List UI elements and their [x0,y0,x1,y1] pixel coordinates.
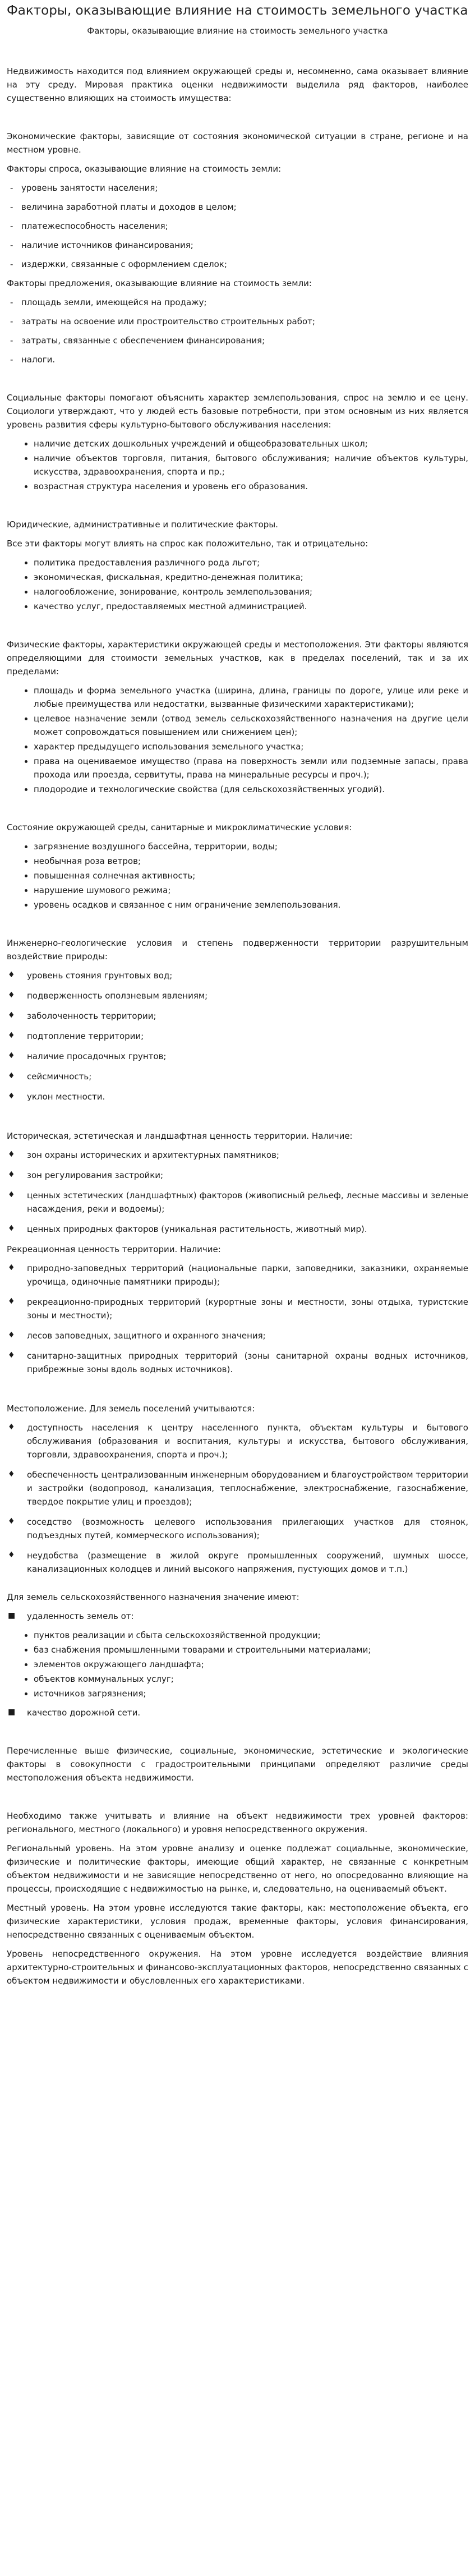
list-item: - уровень занятости населения; [7,181,468,195]
physical-list [7,684,468,796]
list-item: • повышенная солнечная активность; [34,869,468,882]
list-item: ♦ рекреационно-природных территорий (курортные зоны и местности, зоны отдыха, туристские зоны и местности); [7,1295,468,1322]
list-item: • политика предоставления различного рода льгот; [34,556,468,569]
location-list [7,1421,468,1576]
immediate-level: Уровень непосредственного окружения. На этом уровне исследуется воздействие влияния архитектурно-строительных и финансово-эксплуатационных факторов, непосредственно связанных с объектом недвижимости и обусловленных его характеристиками. [7,1949,468,1986]
geology-intro: Инженерно-геологические условия и степень подверженности территории разрушительным воздействие природы: [7,938,468,962]
recreation-list [7,1262,468,1376]
list-item: • налогообложение, зонирование, контроль землепользования; [34,585,468,599]
list-item: ♦ зон охраны исторических и архитектурных памятников; [7,1148,468,1162]
list-item: ♦ ценных природных факторов (уникальная растительность, животный мир). [7,1222,468,1236]
list-item: • качество услуг, предоставляемых местной администрацией. [34,600,468,613]
list-item: ♦ доступность населения к центру населенного пункта, объектам культуры и бытового обслуживания (образования и воспитания, культуры и искусства, бытового обслуживания, торговли, здравоохранения, спорта и проч.); [7,1421,468,1461]
list-item: • элементов окружающего ландшафта; [34,1658,468,1671]
page-title: Факторы, оказывающие влияние на стоимость земельного участка [7,3,468,18]
list-item: ♦ уклон местности. [7,1090,468,1103]
list-item: ♦ заболоченность территории; [7,1009,468,1023]
list-item: • экономическая, фискальная, кредитно-денежная политика; [34,571,468,584]
list-item: - платежеспособность населения; [7,219,468,233]
regional-level: Региональный уровень. На этом уровне анализу и оценке подлежат социальные, экономические, физические и политические факторы, имеющие общий характер, не связанные с конкретным объектом недвижимости и не зависящие непосредственно от него, но опосредованно влияющие на процессы, происходящие с недвижимостью на рынке, и, следовательно, на оцениваемый объект. [7,1843,468,1894]
location-intro: Местоположение. Для земель поселений учитываются: [7,1404,255,1414]
economic-intro: Экономические факторы, зависящие от состояния экономической ситуации в стране, регионе и на местном уровне. [7,131,468,155]
agri-list [7,1609,468,1623]
list-item: • наличие детских дошкольных учреждений и общеобразовательных школ; [34,437,468,450]
geology-list [7,969,468,1103]
social-list [7,437,468,493]
physical-intro: Физические факторы, характеристики окружающей среды и местоположения. Эти факторы являются определяющими для стоимости земельных участков, как в пределах поселений, так и за их пределами: [7,640,468,677]
list-item: - налоги. [7,353,468,366]
agri-last-list [7,1706,468,1719]
list-item: • площадь и форма земельного участка (ширина, длина, границы по дороге, улице или реке и любые преимущества или недостатки, вызванные физическими характеристиками); [34,684,468,711]
legal-heading: Юридические, административные и политические факторы. [7,519,278,530]
list-item: ♦ санитарно-защитных природных территорий (зоны санитарной охраны водных источников, прибрежные зоны вдоль водных источников). [7,1349,468,1376]
list-item: ♦ неудобства (размещение в жилой округе промышленных сооружений, шумных шоссе, канализационных колодцев и линий высокого напряжения, пустующих домов и т.п.) [7,1549,468,1576]
list-item: ■ качество дорожной сети. [7,1706,468,1719]
list-item: - площадь земли, имеющейся на продажу; [7,296,468,309]
list-item: ■ удаленность земель от: [7,1609,468,1623]
list-item: • необычная роза ветров; [34,854,468,868]
list-item: • источников загрязнения; [34,1687,468,1700]
list-item: ♦ соседство (возможность целевого использования прилегающих участков для стоянок, подъездных путей, коммерческого использования); [7,1515,468,1542]
list-item: - наличие источников финансирования; [7,238,468,252]
social-intro: Социальные факторы помогают объяснить характер землепользования, спрос на землю и ее цену. Социологи утверждают, что у людей есть базовые потребности, при этом основным из них является уровень развития сферы культурно-бытового обслуживания населения: [7,393,468,430]
list-item: • права на оцениваемое имущество (права на поверхность земли или подземные запасы, права прохода или проезда, сервитуты, права на минеральные ресурсы и проч.); [34,755,468,781]
list-item: - издержки, связанные с оформлением сделок; [7,257,468,271]
list-item: • уровень осадков и связанное с ним ограничение землепользования. [34,898,468,912]
demand-list [7,181,468,271]
list-item: - затраты на освоение или простроительство строительных работ; [7,315,468,328]
list-item: • пунктов реализации и сбыта сельскохозяйственной продукции; [34,1629,468,1642]
heritage-list [7,1148,468,1236]
list-item: ♦ природно-заповедных территорий (национальные парки, заповедники, заказники, охраняемые урочища, одиночные памятники природы); [7,1262,468,1289]
list-item: ♦ подверженность оползневым явлениям; [7,989,468,1002]
agri-sub-list [7,1629,468,1700]
supply-list [7,296,468,366]
list-item: • характер предыдущего использования земельного участка; [34,740,468,753]
conclusion-paragraph: Перечисленные выше физические, социальные, экономические, эстетические и экологические факторы в совокупности с градостроительными принципами определяют различие среды местоположения объекта недвижимости. [7,1746,468,1783]
legal-intro: Все эти факторы могут влиять на спрос как положительно, так и отрицательно: [7,539,368,549]
heritage-intro: Историческая, эстетическая и ландшафтная ценность территории. Наличие: [7,1131,353,1142]
list-item: ♦ подтопление территории; [7,1029,468,1043]
list-item: ♦ обеспеченность централизованным инженерным оборудованием и благоустройством территории и застройки (водопровод, канализация, теплоснабжение, электроснабжение, газоснабжение, твердое покрытие улиц и проездов); [7,1468,468,1508]
list-item: • плодородие и технологические свойства (для сельскохозяйственных угодий). [34,783,468,796]
environment-list [7,840,468,912]
agri-intro: Для земель сельскохозяйственного назначения значение имеют: [7,1592,299,1603]
list-item: ♦ ценных эстетических (ландшафтных) факторов (живописный рельеф, лесные массивы и зеленые насаждения, реки и водоемы); [7,1189,468,1216]
local-level: Местный уровень. На этом уровне исследуются такие факторы, как: местоположение объекта, его физические характеристики, условия продаж, временные факторы, условия финансирования, непосредственно связанных с оцениваемым объектом. [7,1903,468,1940]
environment-intro: Состояние окружающей среды, санитарные и микроклиматические условия: [7,822,352,833]
list-item: ♦ сейсмичность; [7,1070,468,1083]
list-item: • наличие объектов торговля, питания, бытового обслуживания; наличие объектов культуры, искусства, здравоохранения, спорта и пр.; [34,452,468,479]
list-item: ♦ наличие просадочных грунтов; [7,1050,468,1063]
list-item: • баз снабжения промышленными товарами и строительными материалами; [34,1643,468,1657]
list-item: • целевое назначение земли (отвод земель сельскохозяйственного назначения на другие цели может сопровождаться повышением или снижением цен); [34,712,468,739]
list-item: • загрязнение воздушного бассейна, территории, воды; [34,840,468,853]
list-item: ♦ уровень стояния грунтовых вод; [7,969,468,982]
list-item: • объектов коммунальных услуг; [34,1672,468,1686]
legal-list [7,556,468,613]
list-item: - затраты, связанные с обеспечением финансирования; [7,334,468,347]
article-subtitle: Факторы, оказывающие влияние на стоимость земельного участка [87,26,388,36]
levels-intro: Необходимо также учитывать и влияние на объект недвижимости трех уровней факторов: регионального, местного (локального) и уровня непосредственного окружения. [7,1811,468,1835]
supply-heading: Факторы предложения, оказывающие влияние на стоимость земли: [7,278,312,289]
list-item: • нарушение шумового режима; [34,884,468,897]
list-item: ♦ зон регулирования застройки; [7,1169,468,1182]
demand-heading: Факторы спроса, оказывающие влияние на стоимость земли: [7,164,282,174]
list-item: - величина заработной платы и доходов в целом; [7,200,468,214]
recreation-intro: Рекреационная ценность территории. Наличие: [7,1244,221,1255]
list-item: • возрастная структура населения и уровень его образования. [34,480,468,493]
list-item: ♦ лесов заповедных, защитного и охранного значения; [7,1329,468,1342]
intro-paragraph: Недвижимость находится под влиянием окружающей среды и, несомненно, сама оказывает влияние на эту среду. Мировая практика оценки недвижимости выделила ряд факторов, наиболее существенно влияющих на стоимость имущества: [7,66,468,104]
